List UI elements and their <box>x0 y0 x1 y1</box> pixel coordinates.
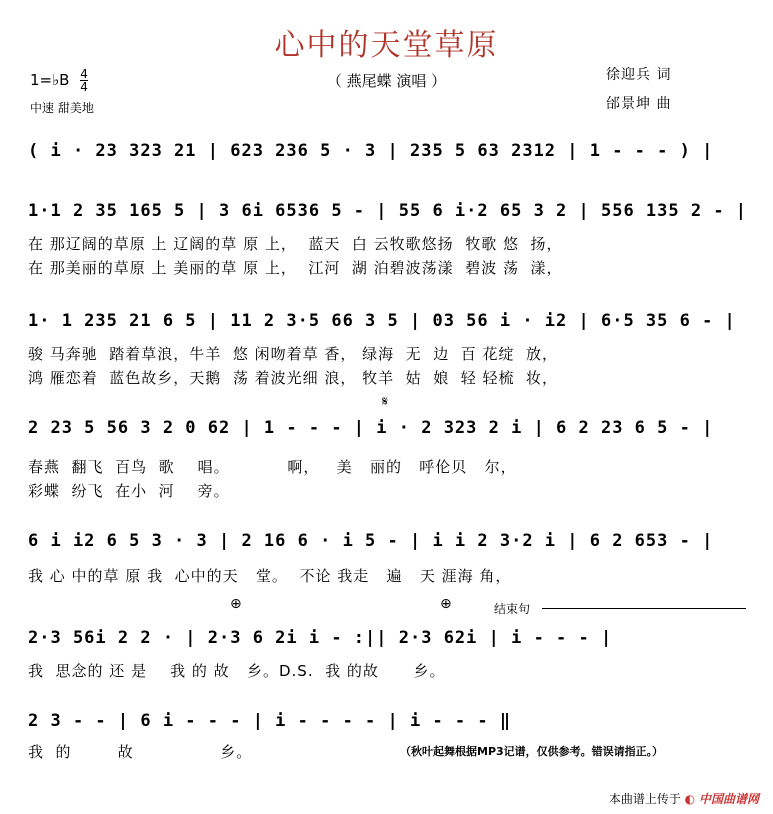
lyric-verse-2: 在 那美丽的草原 上 美丽的草 原 上， 江河 湖 泊碧波荡漾 碧波 荡 漾， <box>28 259 563 277</box>
lyric-verse-1: 我 思念的 还 是 我 的 故 乡。D.S. 我 的故 乡。 <box>28 662 446 680</box>
score-system-3 <box>28 305 746 385</box>
ending-label: 结束句 <box>494 602 531 616</box>
score-system-7 <box>28 705 746 765</box>
lyric-verse-1: 春燕 翻飞 百鸟 歌 唱。 啊， 美 丽的 呼伦贝 尔， <box>28 458 517 476</box>
lyric-verse-1: 在 那辽阔的草原 上 辽阔的草 原 上， 蓝天 白 云牧歌悠扬 牧歌 悠 扬， <box>28 235 563 253</box>
segno-sign: 𝄋 <box>382 394 389 410</box>
coda-sign-2: ⊕ <box>440 596 452 612</box>
key-label: 1=♭B <box>30 71 70 89</box>
time-denominator: 4 <box>80 80 88 94</box>
score-system-6 <box>28 596 746 682</box>
lyric-verse-2: 鸿 雁恋着 蓝色故乡，天鹅 荡 着波光细 浪， 牧羊 姑 娘 轻 轻梳 妆， <box>28 369 559 387</box>
footer-brand[interactable]: 中国曲谱网 <box>698 792 759 806</box>
score-system-4 <box>28 394 746 500</box>
coda-sign-1: ⊕ <box>230 596 242 612</box>
lyricist-credit: 徐迎兵 词 <box>606 67 672 83</box>
lyric-verse-1: 我 的 故 乡。 <box>28 743 253 761</box>
site-logo-icon: ◐ <box>684 792 696 806</box>
composer-credit: 邰景坤 曲 <box>606 96 672 112</box>
ending-bracket-line <box>542 608 746 609</box>
footer-prefix: 本曲谱上传于 <box>608 792 681 806</box>
lyric-verse-1: 骏 马奔驰 踏着草浪，牛羊 悠 闲吻着草 香， 绿海 无 边 百 花绽 放， <box>28 345 559 363</box>
time-signature <box>80 68 88 93</box>
notation-line: 2 23 5 56 3 2 0 62 | 1 - - - | i · 2 323 2 i | 6 2 23 6 5 - | <box>28 418 714 438</box>
page-title: 心中的天堂草原 <box>274 28 499 63</box>
transcription-note: （秋叶起舞根据MP3记谱，仅供参考。错误请指正。） <box>400 745 664 758</box>
lyric-verse-2: 彩蝶 纷飞 在小 河 旁。 <box>28 482 230 500</box>
notation-line: 1·1 2 35 165 5 | 3 6i 6536 5 - | 55 6 i·2 65 3 2 | 556 135 2 - | <box>28 201 748 221</box>
time-numerator: 4 <box>80 67 88 81</box>
score-system-2 <box>28 195 746 275</box>
notation-line: ( i · 23 323 21 | 623 236 5 · 3 | 235 5 63 2312 | 1 - - - ) | <box>28 141 714 161</box>
notation-line: 2 3 - - | 6 i - - - | i - - - - | i - - - ‖ <box>28 711 512 731</box>
notation-line: 1· 1 235 21 6 5 | 11 2 3·5 66 3 5 | 03 56 i · i2 | 6·5 35 6 - | <box>28 311 736 331</box>
notation-line: 2·3 56i 2 2 · | 2·3 6 2i i - :|| 2·3 62i | i - - - | <box>28 628 613 648</box>
tempo-marking: 中速 甜美地 <box>30 101 94 115</box>
performer-subtitle: （ 燕尾蝶 演唱 ） <box>326 72 447 90</box>
footer-credit <box>609 790 759 807</box>
key-signature <box>30 68 88 93</box>
lyric-verse-1: 我 心 中的草 原 我 心中的天 堂。 不论 我走 遍 天 涯海 角， <box>28 567 512 585</box>
score-system-5 <box>28 525 746 585</box>
notation-line: 6 i i2 6 5 3 · 3 | 2 16 6 · i 5 - | i i 2 3·2 i | 6 2 653 - | <box>28 531 714 551</box>
score-system-1 <box>28 135 746 175</box>
